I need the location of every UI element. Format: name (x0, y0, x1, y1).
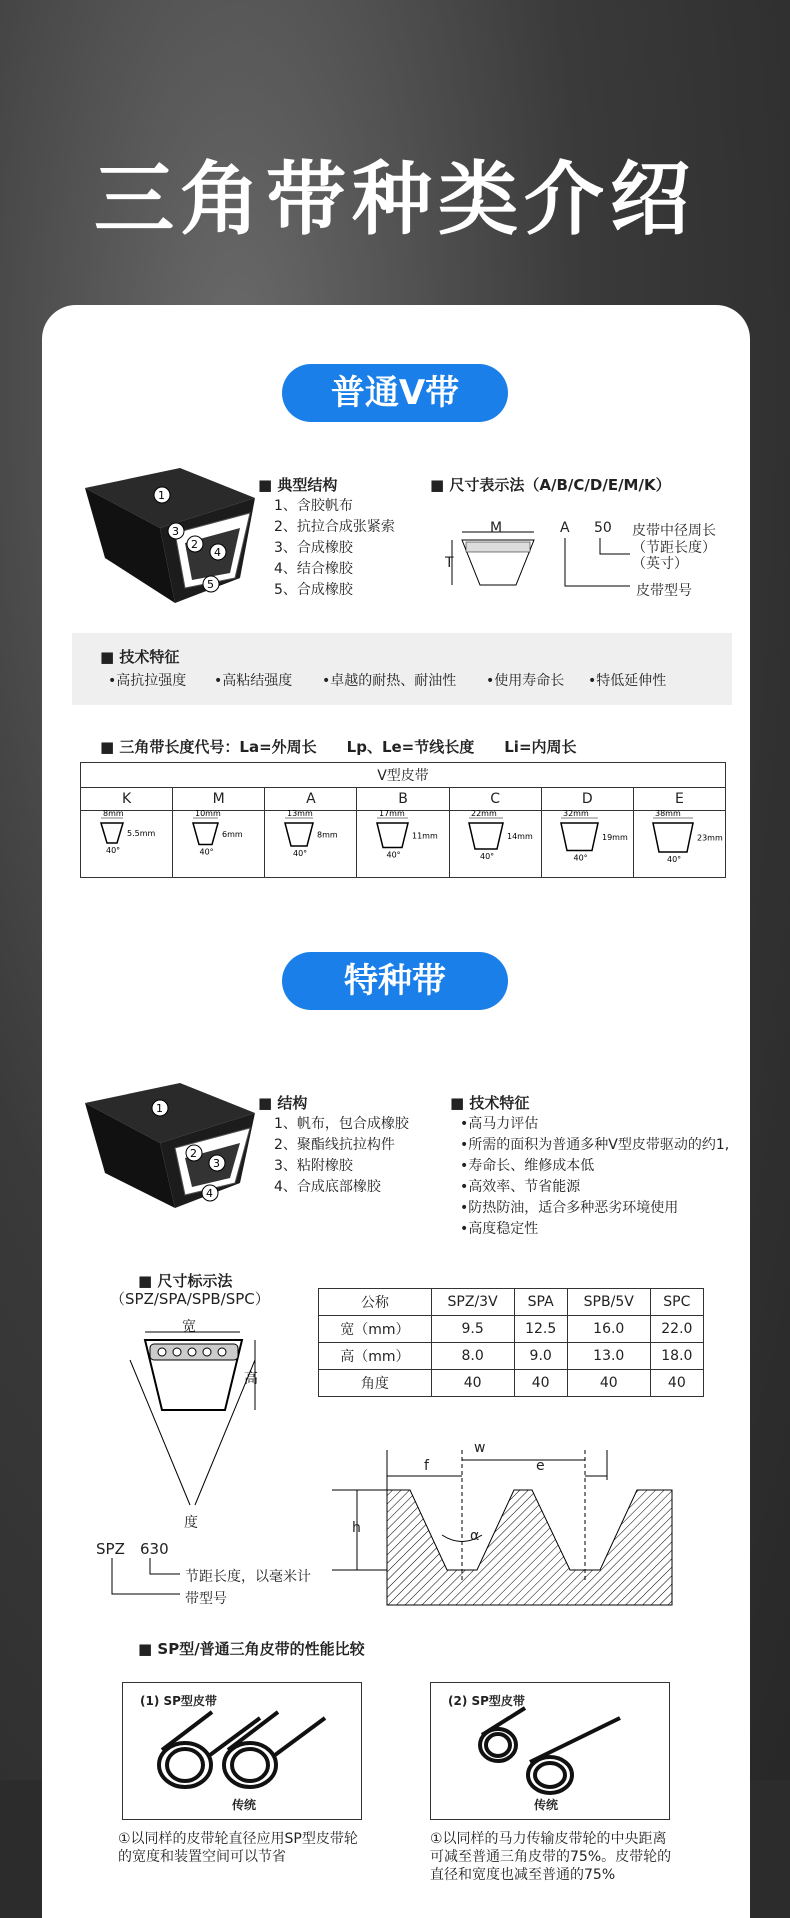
sp-width-label: 宽 (182, 1319, 196, 1335)
tech-features-band (72, 633, 732, 705)
spec-table-header: SPA (514, 1289, 567, 1316)
spec-table-cell: 8.0 (431, 1343, 514, 1370)
spec-table-cell: 13.0 (567, 1343, 650, 1370)
tech-item: •高粘结强度 (214, 673, 293, 689)
structure-item: 1、帆布，包合成橡胶 (274, 1116, 409, 1132)
table-row (319, 1316, 704, 1343)
sp-size-sub: （SPZ/SPA/SPB/SPC） (110, 1290, 270, 1308)
tech-item: •寿命长、维修成本低 (460, 1158, 595, 1174)
comparison-note-2-line-3: 直径和宽度也减至普通的75% (430, 1867, 616, 1883)
groove-e-label: e (536, 1458, 545, 1474)
v-belt-width-label: 8mm (102, 809, 124, 818)
comparison-belt-1-illustration (150, 1700, 350, 1795)
tech-item: •防热防油，适合多种恶劣环境使用 (460, 1200, 679, 1216)
table-row (319, 1343, 704, 1370)
table-row (319, 1370, 704, 1397)
v-belt-table (80, 762, 726, 878)
structure-list (274, 496, 395, 601)
v-belt-width-label: 10mm (194, 809, 221, 818)
tech-item: •卓越的耐热、耐油性 (322, 673, 457, 689)
v-belt-width-label: 17mm (378, 809, 405, 818)
length-code-text: ■ 三角带长度代号：La=外周长 Lp、Le=节线长度 Li=内周长 (100, 738, 577, 756)
v-belt-type-header: K (81, 788, 173, 811)
v-belt-profile-cell (173, 811, 265, 878)
size-t-label: T (445, 555, 454, 571)
v-belt-height-label: 8mm (316, 830, 338, 840)
size-desc-1: 皮带中径周长 (632, 523, 716, 539)
size-code-a: A (560, 520, 570, 536)
spec-table-cell: 12.5 (514, 1316, 567, 1343)
comparison-box-1-title: (1) SP型皮带 (140, 1694, 217, 1708)
tech-item: •所需的面积为普通多种V型皮带驱动的约1, (460, 1137, 730, 1153)
spec-table-header: SPC (650, 1289, 703, 1316)
v-belt-profile-cell (633, 811, 725, 878)
spec-table-cell: 高（mm） (319, 1343, 432, 1370)
sp-angle-label: 度 (184, 1515, 198, 1531)
spec-table-cell: 9.5 (431, 1316, 514, 1343)
v-belt-profile-cell (357, 811, 449, 878)
v-belt-height-label: 11mm (411, 831, 438, 841)
tech-item: •高效率、节省能源 (460, 1179, 581, 1195)
structure-heading-2: ■ 结构 (258, 1094, 308, 1112)
size-desc-2: （节距长度） (632, 540, 716, 556)
svg-text:1: 1 (156, 1102, 163, 1115)
comparison-box-2-title: (2) SP型皮带 (448, 1694, 525, 1708)
svg-text:3: 3 (172, 525, 179, 538)
v-belt-height-label: 19mm (602, 832, 629, 842)
sp-code-1: SPZ (96, 1540, 125, 1558)
spec-table-cell: 40 (431, 1370, 514, 1397)
v-belt-height-label: 5.5mm (126, 829, 155, 838)
size-code-lines (560, 538, 640, 588)
groove-w-label: w (474, 1440, 486, 1456)
tech-item: •使用寿命长 (486, 673, 565, 689)
v-belt-width-label: 38mm (655, 809, 682, 818)
v-belt-profile-cell (541, 811, 633, 878)
size-desc-4: 皮带型号 (636, 583, 692, 599)
spec-table-cell: 宽（mm） (319, 1316, 432, 1343)
spec-table-cell: 40 (567, 1370, 650, 1397)
structure-list-2 (274, 1114, 409, 1198)
structure-item: 1、含胶帆布 (274, 498, 353, 514)
v-belt-height-label: 6mm (221, 829, 243, 839)
groove-f-label: f (424, 1458, 429, 1474)
v-belt-profile-icon (83, 811, 171, 873)
v-belt-height-label: 23mm (697, 833, 724, 843)
page-title: 三角带种类介绍 (94, 153, 696, 246)
svg-text:3: 3 (213, 1157, 220, 1170)
svg-text:1: 1 (158, 489, 165, 502)
v-belt-angle-label: 40° (292, 849, 308, 858)
v-belt-angle-label: 40° (667, 855, 682, 864)
v-belt-structure-illustration (80, 468, 260, 608)
svg-text:5: 5 (207, 578, 214, 591)
structure-item: 2、聚酯线抗拉构件 (274, 1137, 395, 1153)
sp-desc-1: 节距长度，以毫米计 (185, 1569, 311, 1585)
v-belt-profile-cell (81, 811, 173, 878)
v-belt-type-header: D (541, 788, 633, 811)
groove-alpha-label: α (470, 1528, 480, 1544)
tech-item: •高抗拉强度 (108, 673, 187, 689)
spec-table-cell: 40 (514, 1370, 567, 1397)
v-belt-profile-icon (359, 811, 447, 873)
spec-table-cell: 9.0 (514, 1343, 567, 1370)
structure-item: 5、合成橡胶 (274, 582, 353, 598)
v-belt-angle-label: 40° (573, 853, 588, 863)
v-belt-type-header: E (633, 788, 725, 811)
comparison-heading: ■ SP型/普通三角皮带的性能比较 (138, 1640, 365, 1658)
v-belt-width-label: 22mm (471, 809, 497, 818)
svg-text:4: 4 (206, 1187, 213, 1200)
v-belt-angle-label: 40° (480, 852, 495, 861)
section-pill-v-belt: 普通V带 (282, 364, 508, 422)
special-belt-structure-illustration (80, 1083, 260, 1213)
v-belt-profile-icon (543, 811, 631, 873)
v-belt-profile-cell (449, 811, 541, 878)
structure-heading: ■ 典型结构 (258, 476, 338, 494)
v-belt-table-title: V型皮带 (81, 763, 726, 788)
spec-table-cell: 40 (650, 1370, 703, 1397)
comparison-note-1-line-1: ①以同样的皮带轮直径应用SP型皮带轮 (118, 1831, 358, 1847)
v-belt-angle-label: 40° (105, 846, 120, 855)
v-belt-type-header: C (449, 788, 541, 811)
sp-size-heading: ■ 尺寸标示法 (138, 1272, 233, 1290)
spec-table-header: SPB/5V (567, 1289, 650, 1316)
tech-list-2 (460, 1114, 729, 1240)
v-belt-type-header: B (357, 788, 449, 811)
comparison-note-1-line-2: 的宽度和装置空间可以节省 (118, 1849, 286, 1865)
v-belt-profile-icon (267, 811, 355, 873)
groove-h-label: h (352, 1520, 361, 1536)
sp-code-lines (110, 1558, 190, 1598)
sp-height-label: 高 (244, 1371, 258, 1387)
spec-table-cell: 16.0 (567, 1316, 650, 1343)
comparison-note-2-line-2: 可减至普通三角皮带的75%。皮带轮的 (430, 1849, 672, 1865)
v-belt-type-header: M (173, 788, 265, 811)
comparison-box-2-sub: 传统 (534, 1798, 559, 1812)
v-belt-width-label: 32mm (563, 809, 590, 818)
pulley-groove-diagram (332, 1440, 672, 1610)
v-belt-profile-icon (635, 811, 723, 873)
sp-code-2: 630 (140, 1540, 169, 1558)
svg-text:2: 2 (190, 1147, 197, 1160)
tech-item: •高马力评估 (460, 1116, 539, 1132)
v-belt-profile-cell (265, 811, 357, 878)
svg-text:4: 4 (214, 546, 221, 559)
structure-item: 3、粘附橡胶 (274, 1158, 353, 1174)
size-notation-heading: ■ 尺寸表示法（A/B/C/D/E/M/K） (430, 476, 671, 494)
v-belt-angle-label: 40° (386, 850, 401, 860)
sp-belt-size-diagram (130, 1320, 270, 1510)
v-belt-angle-label: 40° (199, 847, 214, 857)
svg-text:2: 2 (191, 538, 198, 551)
comparison-belt-2-illustration (470, 1700, 660, 1795)
v-belt-type-header: A (265, 788, 357, 811)
structure-item: 2、抗拉合成张紧索 (274, 519, 395, 535)
sp-desc-2: 带型号 (185, 1591, 227, 1607)
tech-item: •高度稳定性 (460, 1221, 539, 1237)
sp-spec-table (318, 1288, 704, 1397)
v-belt-height-label: 14mm (507, 832, 533, 841)
comparison-box-1-sub: 传统 (232, 1798, 257, 1812)
tech-heading-2: ■ 技术特征 (450, 1094, 530, 1112)
spec-table-cell: 22.0 (650, 1316, 703, 1343)
size-m-label: M (490, 520, 503, 536)
size-code-50: 50 (594, 520, 612, 536)
v-belt-profile-icon (175, 811, 263, 873)
size-desc-3: （英寸） (632, 556, 688, 572)
structure-item: 4、结合橡胶 (274, 561, 353, 577)
comparison-note-2-line-1: ①以同样的马力传输皮带轮的中央距离 (430, 1831, 667, 1847)
section-pill-special-belt: 特种带 (282, 952, 508, 1010)
tech-item: •特低延伸性 (588, 673, 667, 689)
structure-item: 4、合成底部橡胶 (274, 1179, 381, 1195)
v-belt-width-label: 13mm (286, 809, 313, 818)
spec-table-header: SPZ/3V (431, 1289, 514, 1316)
spec-table-cell: 角度 (319, 1370, 432, 1397)
spec-table-cell: 18.0 (650, 1343, 703, 1370)
structure-item: 3、合成橡胶 (274, 540, 353, 556)
spec-table-header: 公称 (319, 1289, 432, 1316)
v-belt-profile-icon (451, 811, 539, 873)
tech-heading: ■ 技术特征 (100, 648, 180, 666)
